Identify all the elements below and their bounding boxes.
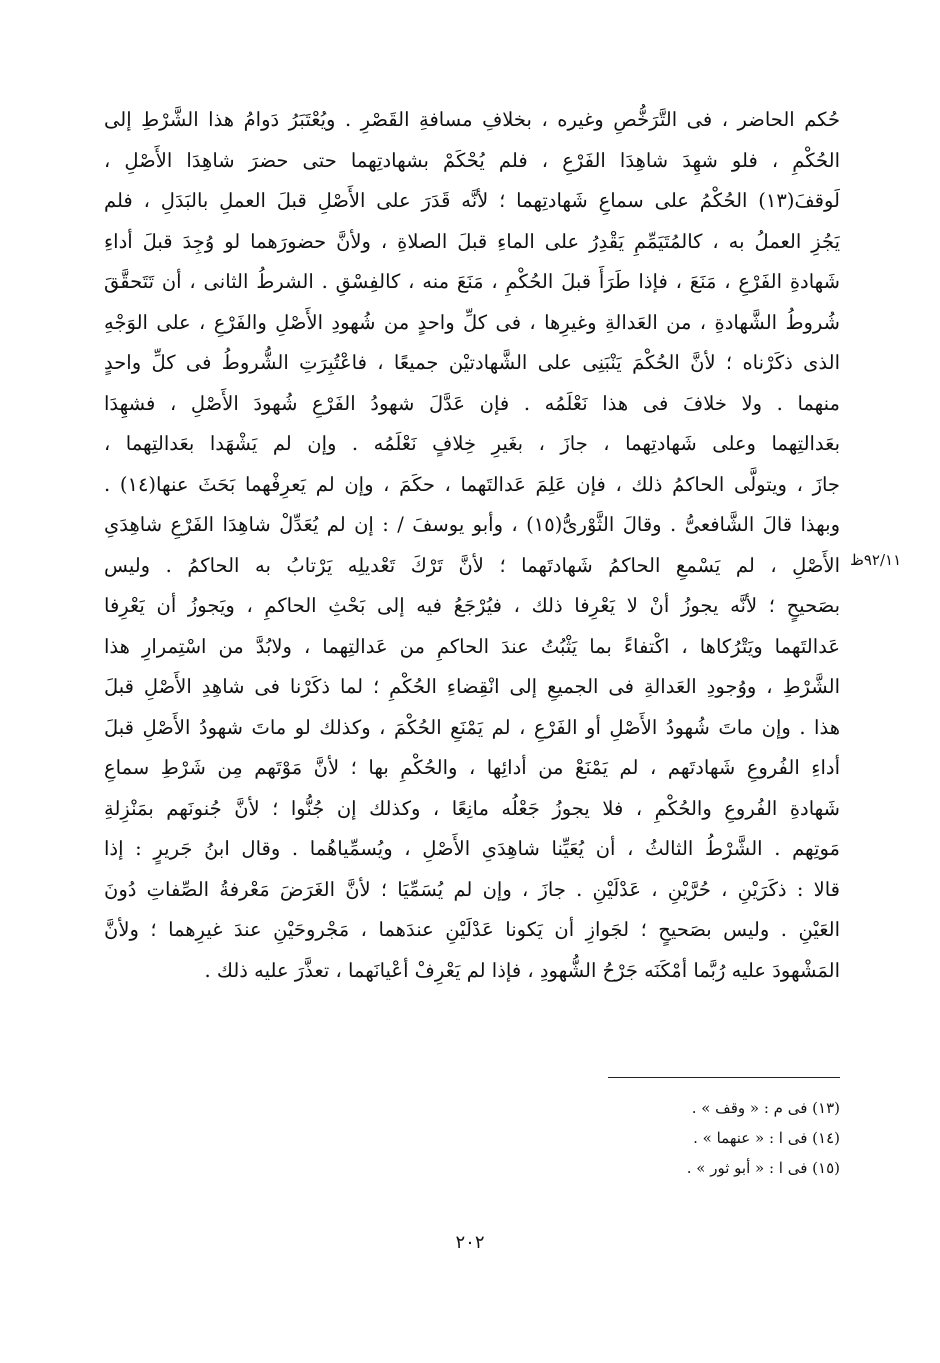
footnote: (١٤) فى ا : « عنهما » . [693, 1129, 840, 1147]
text-line: الذى ذكَرْناه ؛ لأنَّ الحُكْمَ يَنْبَنِى على الشَّهادتيْن جميعًا ، فاعْتُبِرَتِ الشُّروطُ فى كلِّ واحدٍ [104, 351, 840, 374]
text-line: حُكم الحاضر ، فى التَّرَخُّصِ وغيره ، بخلافِ مسافةِ القَصْرِ . ويُعْتَبَرُ دَوامُ هذا الشَّرْطِ إلى [104, 108, 840, 131]
text-line: شَهادةِ الفَرْعِ ، مَنَعَ ، فإذا طَرَأَ قبلَ الحُكْمِ ، مَنَعَ منه ، كالفِسْقِ . الشرطُ الثانى ، أن تَتَحقَّقَ [104, 270, 840, 293]
text-line: الحُكْمِ ، فلو شهِدَ شاهِدَا الفَرْعِ ، فلم يُحْكَمْ بشهادتِهما حتى حضرَ شاهِدَا الأَصْلِ ، [104, 148, 840, 172]
text-line: منهما . ولا خلافَ فى هذا نَعْلَمُه . فإن عَدَّلَ شهودُ الفَرْعِ شُهودَ الأَصْلِ ، فشهِدَا [104, 391, 840, 415]
text-line: بعَدالتِهما وعلى شَهادتِهما ، جازَ ، بغَيرِ خِلافٍ نَعْلَمُه . وإن لم يَشْهَدا بعَدالتِهما ، [104, 432, 840, 455]
text-line: مَوتِهم . الشَّرْطُ الثالثُ ، أن يُعَيِّنا شاهِدَىِ الأَصْلِ ، ويُسمِّياهُما . وقال ابنُ جَريرٍ : إذا [104, 837, 840, 860]
text-line: يَجُزِ العملُ به ، كالمُتَيَمِّمِ يَقْدِرُ على الماءِ قبلَ الصلاةِ ، ولأنَّ حضورَهما لو وُجِدَ قبلَ أداءِ [104, 229, 840, 253]
text-line: عَدالتَهما ويَتْرُكاها ، اكْتفاءً بما يَثْبُتُ عندَ الحاكمِ من عَدالتِهما ، ولابُدَّ من اسْتِمرارِ هذا [104, 634, 840, 658]
footnote-divider [608, 1077, 840, 1078]
page-number: ٢٠٢ [455, 1232, 485, 1253]
text-line: لَوقفَ(١٣) الحُكْمُ على سماعِ شَهادتِهما ؛ لأنَّه قَدَرَ على الأَصْلِ قبلَ العملِ بالبَدَلِ ، فلم [104, 189, 840, 212]
footnote: (١٥) فى ا : « أبو ثور » . [686, 1159, 840, 1177]
text-line: الشَّرْطِ ، ووُجودِ العَدالةِ فى الجميعِ إلى انْقِضاءِ الحُكْمِ ؛ لما ذكَرْنا فى شاهِدِ الأَصْلِ قبلَ [104, 675, 840, 698]
main-text-block [104, 100, 840, 991]
text-line: بصَحيحٍ ؛ لأنَّه يجوزُ أنْ لا يَعْرِفا ذلك ، فيُرْجَعُ فيه إلى بَحْثِ الحاكمِ ، ويَجوزُ أن يَعْرِفا [104, 594, 840, 617]
text-line: شُروطُ الشَّهادةِ ، من العَدالةِ وغيرِها ، فى كلِّ واحدٍ من شُهودِ الأَصْلِ والفَرْعِ ، على الوَجْهِ [104, 310, 840, 334]
text-line: المَشْهودَ عليه رُبَّما أمْكَنَه جَرْحُ الشُّهودِ ، فإذا لم يَعْرِفْ أعْيانَهما ، تعذَّرَ عليه ذلك . [204, 958, 840, 982]
text-line: العَيْنِ . وليس بصَحيحٍ ؛ لجَوازِ أن يَكونا عَدْلَيْنِ عندَهما ، مَجْروحَيْنِ عندَ غيرِهما ؛ ولأنَّ [104, 918, 840, 941]
text-line: شَهادةِ الفُروعِ والحُكْمِ ، فلا يجوزُ جَعْلُه مانِعًا ، وكذلك إن جُنُّوا ؛ لأنَّ جُنونَهم بمَنْزِلةِ [104, 796, 840, 820]
text-line: هذا . وإن ماتَ شُهودُ الأَصْلِ أو الفَرْعِ ، لم يَمْنَعِ الحُكْمَ ، وكذلك لو ماتَ شهودُ الأَصْلِ قبلَ [104, 715, 840, 739]
text-line: جازَ ، ويتولَّى الحاكمُ ذلك ، فإن عَلِمَ عَدالتَهما ، حكَمَ ، وإن لم يَعرِفْهما بَحَثَ عنها(١٤) . [104, 472, 840, 496]
footnotes [560, 1093, 840, 1183]
text-line: قالا : ذكَرَيْنِ ، حُرَّيْنِ ، عَدْلَيْنِ . جازَ ، وإن لم يُسَمِّيَا ؛ لأنَّ الغَرَضَ مَعْرفةُ الصِّفاتِ دُونَ [104, 877, 840, 901]
text-line: وبهذا قالَ الشَّافعىُّ . وقالَ الثَّوْرىُّ(١٥) ، وأبو يوسفَ / : إن لم يُعَدِّلْ شاهِدَا الفَرْعِ شاهِدَىِ [104, 513, 840, 536]
text-line: أداءِ الفُروعِ شَهادتَهم ، لم يَمْنَعْ من أدائِها ، والحُكْمِ بها ؛ لأنَّ مَوْتَهم مِن شَرْطِ سماعِ [104, 756, 840, 779]
text-line: الأَصْلِ ، لم يَسْمعِ الحاكمُ شَهادتَهما ؛ لأنَّ تَرْكَ تَعْديلِه يَرْتابُ به الحاكمُ . وليس [104, 553, 840, 577]
margin-reference: ٩٢/١١ظ [850, 551, 902, 569]
footnote: (١٣) فى م : « وقف » . [691, 1099, 840, 1117]
